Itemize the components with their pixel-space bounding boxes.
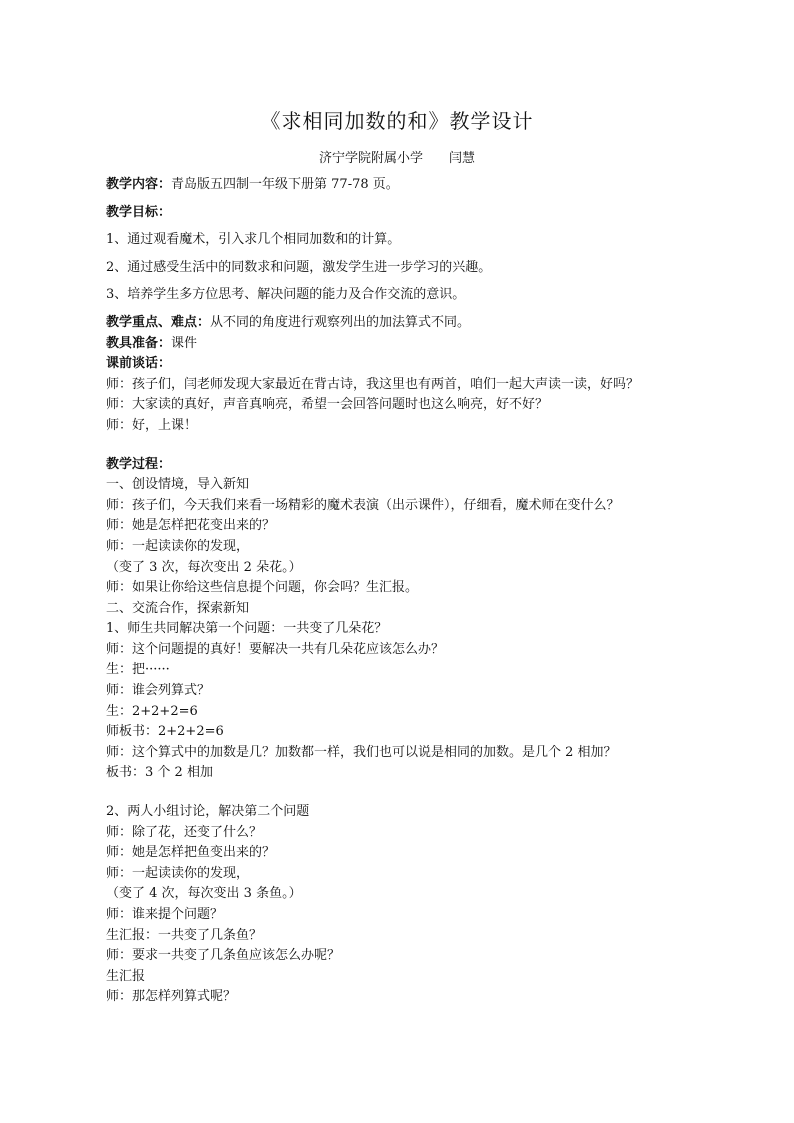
process-line: 师：那怎样列算式呢？ bbox=[106, 989, 237, 1005]
keypoints-line bbox=[106, 313, 696, 334]
keypoints-text: 从不同的角度进行观察列出的加法算式不同。 bbox=[210, 314, 471, 330]
process-line: 师：这个问题提的真好！要解决一共有几朵花应该怎么办？ bbox=[106, 641, 445, 657]
content-text: 青岛版五四制一年级下册第 77-78 页。 bbox=[171, 177, 399, 192]
goals-label: 教学目标： bbox=[106, 204, 172, 220]
process-line: 师：这个算式中的加数是几？加数都一样，我们也可以说是相同的加数。是几个 2 相加？ bbox=[106, 744, 617, 760]
process-line: （变了 4 次，每次变出 3 条鱼。） bbox=[106, 886, 302, 902]
process-line: 师：谁会列算式？ bbox=[106, 683, 211, 699]
content-line bbox=[106, 175, 696, 196]
pretalk-label: 课前谈话： bbox=[106, 356, 172, 372]
document-body bbox=[106, 175, 696, 1008]
process-line: 师：除了花，还变了什么？ bbox=[106, 824, 263, 840]
process-line: 一、创设情境，导入新知 bbox=[106, 477, 250, 493]
author-name: 闫慧 bbox=[449, 151, 476, 166]
process-line: 师：要求一共变了几条鱼应该怎么办呢？ bbox=[106, 948, 341, 964]
tools-text: 课件 bbox=[171, 335, 198, 351]
process-line: 师：一起读读你的发现， bbox=[106, 538, 250, 554]
process-line: 师：孩子们，今天我们来看一场精彩的魔术表演（出示课件），仔细看，魔术师在变什么？ bbox=[106, 497, 620, 513]
process-part-2 bbox=[106, 802, 696, 1008]
process-line: 二、交流合作，探索新知 bbox=[106, 600, 250, 616]
process-line: 生：把······ bbox=[106, 662, 170, 678]
goal-item: 3、培养学生多方位思考、解决问题的能力及合作交流的意识。 bbox=[106, 287, 466, 303]
process-line: 师：她是怎样把花变出来的？ bbox=[106, 518, 276, 534]
page-title: 《求相同加数的和》教学设计 bbox=[260, 109, 534, 133]
process-line: 1、师生共同解决第一个问题：一共变了几朵花？ bbox=[106, 621, 388, 637]
keypoints-label: 教学重点、难点： bbox=[106, 314, 211, 330]
dialogue-line: 师：好，上课！ bbox=[106, 417, 198, 433]
process-line: 生汇报 bbox=[106, 968, 146, 984]
goal-item: 1、通过观看魔术，引入求几个相同加数和的计算。 bbox=[106, 232, 401, 248]
process-label: 教学过程： bbox=[106, 456, 172, 472]
process-line: 师：如果让你给这些信息提个问题，你会吗？生汇报。 bbox=[106, 580, 419, 596]
process-line: 师板书：2+2+2=6 bbox=[106, 724, 224, 740]
dialogue-line: 师：大家读的真好，声音真响亮，希望一会回答问题时也这么响亮，好不好？ bbox=[106, 397, 549, 413]
goal-item: 2、通过感受生活中的同数求和问题，激发学生进一步学习的兴趣。 bbox=[106, 259, 492, 275]
process-line: 板书：3 个 2 相加 bbox=[106, 765, 213, 781]
process-line: 生：2+2+2=6 bbox=[106, 703, 198, 719]
process-line: 师：一起读读你的发现， bbox=[106, 865, 250, 881]
content-label: 教学内容： bbox=[106, 177, 172, 192]
process-line: 师：她是怎样把鱼变出来的？ bbox=[106, 845, 276, 861]
process-line: 师：谁来提个问题？ bbox=[106, 907, 224, 922]
process-line: 2、两人小组讨论，解决第二个问题 bbox=[106, 804, 310, 820]
process-line: 生汇报：一共变了几条鱼？ bbox=[106, 927, 263, 943]
dialogue-line: 师：孩子们，闫老师发现大家最近在背古诗，我这里也有两首，咱们一起大声读一读，好吗？ bbox=[106, 376, 640, 392]
tools-line bbox=[106, 334, 696, 355]
process-line: （变了 3 次，每次变出 2 朵花。） bbox=[106, 559, 302, 575]
author-line bbox=[0, 147, 794, 166]
process-part-1 bbox=[106, 475, 696, 784]
author-school: 济宁学院附属小学 bbox=[318, 151, 423, 166]
tools-label: 教具准备： bbox=[106, 335, 172, 351]
